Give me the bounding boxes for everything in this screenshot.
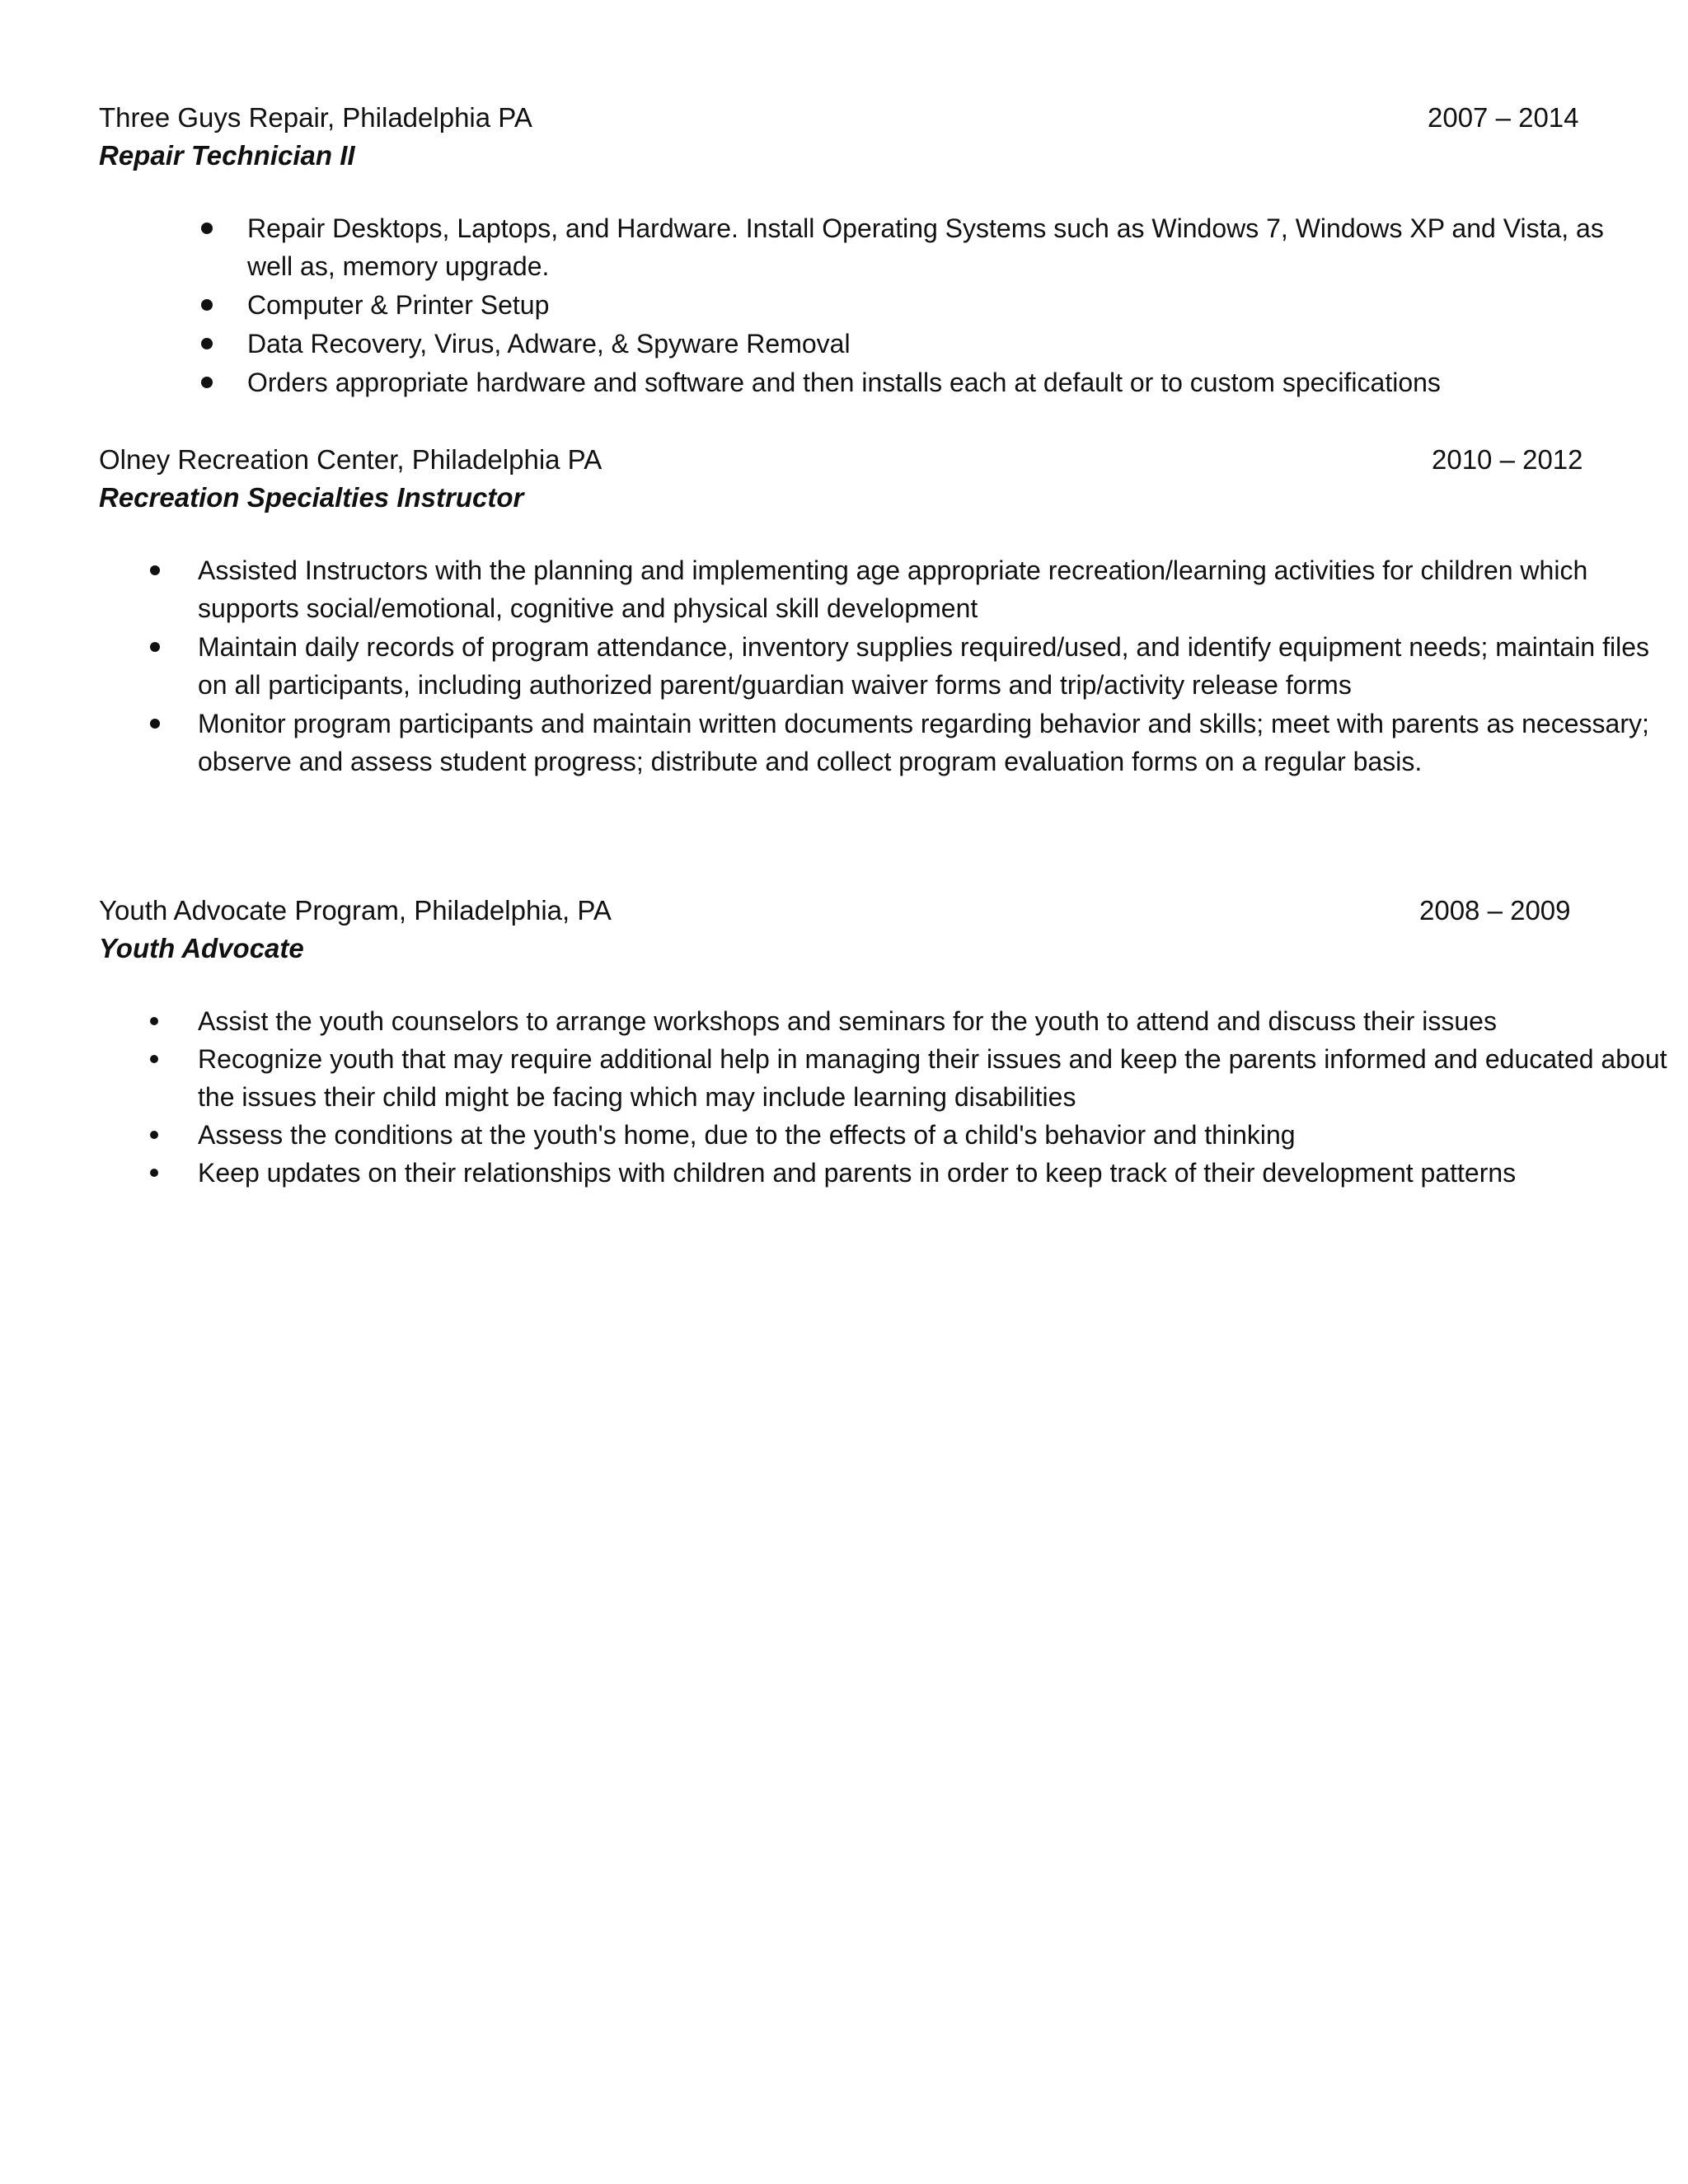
bullet-icon <box>201 338 213 349</box>
duty-item <box>198 705 1681 780</box>
bullet-icon <box>201 299 213 311</box>
duty-item <box>247 363 1632 401</box>
duty-item <box>198 1116 1681 1154</box>
duty-text: Monitor program participants and maintain written documents regarding behavior and skills; meet with parents as necessary; observe and assess student progress; distribute and collect program evaluation forms on a regular basis. <box>198 709 1649 776</box>
bullet-icon <box>150 642 160 652</box>
company-name: Three Guys Repair, Philadelphia PA <box>99 102 532 133</box>
employment-dates: 2008 – 2009 <box>1419 895 1571 926</box>
employment-dates: 2007 – 2014 <box>1428 102 1579 133</box>
job-entry-youth-advocate-program <box>99 892 1667 1192</box>
duty-text: Repair Desktops, Laptops, and Hardware. Install Operating Systems such as Windows 7, Windows XP and Vista, as well as, memory upgrade. <box>247 213 1604 281</box>
duties-list <box>198 1002 1681 1192</box>
duty-text: Assess the conditions at the youth's home, due to the effects of a child's behavior and thinking <box>198 1120 1296 1150</box>
duty-text: Computer & Printer Setup <box>247 290 550 320</box>
duties-list <box>198 551 1681 780</box>
bullet-icon <box>150 719 160 729</box>
bullet-icon <box>150 1055 158 1063</box>
job-title: Youth Advocate <box>99 933 304 963</box>
job-header <box>99 99 1582 137</box>
job-title: Repair Technician II <box>99 140 355 171</box>
company-name: Olney Recreation Center, Philadelphia PA <box>99 444 603 475</box>
duty-item <box>198 551 1681 627</box>
duty-text: Data Recovery, Virus, Adware, & Spyware Removal <box>247 329 851 359</box>
company-name: Youth Advocate Program, Philadelphia, PA <box>99 895 612 926</box>
job-entry-olney-recreation-center <box>99 441 1650 781</box>
duty-item <box>198 628 1681 704</box>
duty-item <box>198 1040 1681 1116</box>
bullet-icon <box>150 565 160 575</box>
duty-text: Maintain daily records of program attendance, inventory supplies required/used, and identify equipment needs; maintain files on all participants, including authorized parent/guardian waiver forms and trip/activity release forms <box>198 632 1650 700</box>
job-title: Recreation Specialties Instructor <box>99 482 524 513</box>
bullet-icon <box>150 1131 158 1139</box>
job-header <box>99 441 1582 479</box>
duty-text: Keep updates on their relationships with children and parents in order to keep track of their development patterns <box>198 1158 1517 1188</box>
bullet-icon <box>150 1017 158 1025</box>
duty-text: Orders appropriate hardware and software and then installs each at default or to custom specifications <box>247 368 1441 397</box>
duty-text: Assisted Instructors with the planning and implementing age appropriate recreation/learning activities for children which supports social/emotional, cognitive and physical skill development <box>198 555 1588 623</box>
bullet-icon <box>150 1169 158 1177</box>
employment-dates: 2010 – 2012 <box>1432 444 1583 475</box>
job-header <box>99 892 1582 930</box>
duty-item <box>198 1002 1681 1040</box>
job-entry-three-guys-repair <box>99 99 1604 402</box>
duty-text: Recognize youth that may require additional help in managing their issues and keep the parents informed and educated about the issues their child might be facing which may include learning disabilities <box>198 1044 1667 1112</box>
bullet-icon <box>201 223 213 234</box>
duties-list <box>247 209 1632 401</box>
bullet-icon <box>201 377 213 388</box>
duty-item <box>198 1154 1681 1192</box>
duty-item <box>247 325 1632 363</box>
duty-item <box>247 286 1632 324</box>
duty-item <box>247 209 1632 285</box>
duty-text: Assist the youth counselors to arrange workshops and seminars for the youth to attend and discuss their issues <box>198 1006 1497 1036</box>
